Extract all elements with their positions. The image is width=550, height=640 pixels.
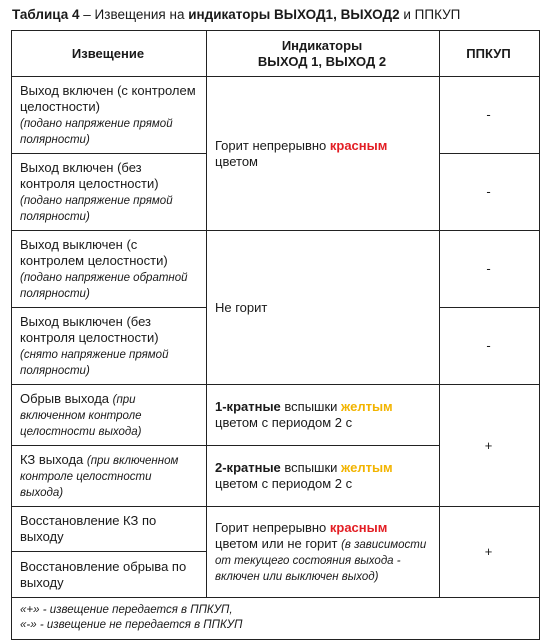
notification-cell [12,77,207,154]
ppkup-cell: - [440,154,540,231]
table-caption [12,6,460,24]
notification-text: Выход включен (без контроля целостности) [20,160,159,191]
notification-cell [12,231,207,308]
header-indicators [207,31,440,77]
indicator-color-red: красным [329,520,388,535]
table-row [12,385,540,446]
table-row [12,507,540,552]
indicator-text: цветом с периодом 2 с [215,476,353,491]
indicator-text: Горит непрерывно [215,137,330,153]
notification-note: (при включенном контроле целостности выхода) [20,455,179,499]
notification-text: Выход выключен (без контроля целостности) [20,314,159,345]
indicator-color-red: красным [329,137,388,153]
indicator-cell: Не горит [207,231,440,385]
notification-cell [12,154,207,231]
ppkup-cell: - [440,231,540,308]
caption-indicators: индикаторы ВЫХОД1, ВЫХОД2 [188,7,400,22]
ppkup-cell: - [440,308,540,385]
indicator-text: цветом с периодом 2 с [215,415,353,430]
indicator-text: вспышки [280,399,342,414]
notification-text: КЗ выхода [20,452,87,467]
indicator-text: вспышки [280,460,342,475]
indicator-cell [207,446,440,507]
notification-note: (снято напряжение прямой полярности) [20,349,169,377]
footnote [12,598,540,640]
notification-text: Выход включен (с контролем целостности) [20,83,196,114]
header-notification: Извещение [12,31,207,77]
indicator-cell [207,385,440,446]
notification-note: (подано напряжение прямой полярности) [20,118,173,146]
indicator-text: Горит непрерывно [215,520,330,535]
header-row [12,31,540,77]
ppkup-cell: - [440,77,540,154]
ppkup-cell: + [440,507,540,598]
notification-note: (подано напряжение прямой полярности) [20,195,173,223]
footnote-minus: «-» - извещение не передается в ППКУП [20,619,243,631]
notification-note: (при включенном контроле целостности выхода) [20,394,142,438]
indicator-cell [207,77,440,231]
indicator-color-yellow: желтым [341,399,393,414]
notification-text: Выход выключен (с контролем целостности) [20,237,168,268]
indicator-text: цветом или не горит [215,536,342,551]
footnote-row [12,598,540,640]
indicator-color-yellow: желтым [341,460,393,475]
ppkup-cell: + [440,385,540,507]
caption-tail: и ППКУП [399,7,461,22]
indicator-flash-count: 2-кратные [215,460,281,475]
notification-text: Обрыв выхода [20,391,113,406]
notification-cell: Восстановление КЗ по выходу [12,507,207,552]
indicator-text: цветом [215,153,258,169]
caption-dash: – [79,7,95,22]
table-number: Таблица 4 [12,7,80,22]
header-ppkup: ППКУП [440,31,540,77]
table-row [12,231,540,308]
notification-cell [12,446,207,507]
header-indicators-line1: Индикаторы [281,37,363,53]
notifications-table [11,30,540,640]
indicator-note: (в зависимости от текущего состояния выхода - включен или выключен выход) [215,539,427,583]
notification-cell [12,308,207,385]
notification-note: (подано напряжение обратной полярности) [20,272,188,300]
notification-cell [12,385,207,446]
notification-cell: Восстановление обрыва по выходу [12,552,207,598]
indicator-flash-count: 1-кратные [215,399,281,414]
footnote-plus: «+» - извещение передается в ППКУП, [20,604,233,616]
table-row [12,77,540,154]
header-indicators-line2: ВЫХОД 1, ВЫХОД 2 [257,53,387,69]
caption-text: Извещения на [94,7,189,22]
indicator-cell [207,507,440,598]
